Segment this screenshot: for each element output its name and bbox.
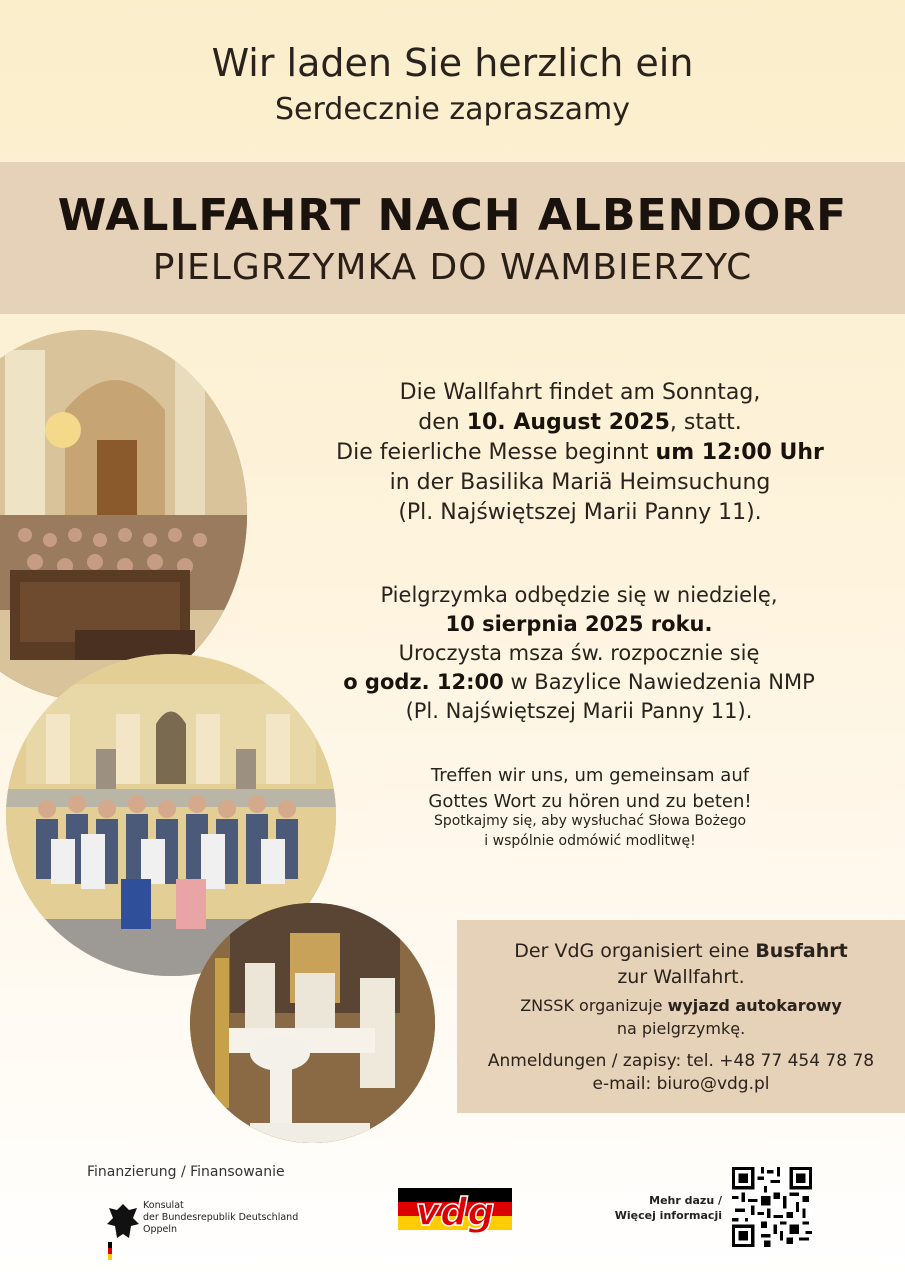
details-de-line4: in der Basilika Mariä Heimsuchung (389, 470, 771, 495)
qr-code-icon (732, 1167, 812, 1247)
basilica-interior-illustration (0, 330, 247, 700)
vdg-logo (398, 1182, 512, 1236)
details-pl-line3: Uroczysta msza św. rozpocznie się (398, 641, 760, 665)
event-details-de (300, 378, 860, 528)
bus-contact-email[interactable]: e-mail: biuro@vdg.pl (592, 1074, 770, 1094)
details-de-line2 (300, 408, 860, 438)
details-de-line3 (300, 438, 860, 468)
financing-label: Finanzierung / Finansowanie (87, 1164, 285, 1180)
more-info-pl: Więcej informacji (614, 1209, 722, 1222)
altar-mass-illustration (190, 903, 435, 1143)
details-de-time: um 12:00 Uhr (655, 440, 824, 465)
german-eagle-icon (103, 1198, 143, 1260)
details-pl-time: o godz. 12:00 (343, 670, 504, 694)
details-pl-line1: Pielgrzymka odbędzie się w niedzielę, (380, 583, 778, 607)
bus-de-line2: zur Wallfahrt. (617, 966, 745, 988)
vdg-logo-text: vdg (415, 1190, 495, 1234)
details-pl-line5: (Pl. Najświętszej Marii Panny 11). (405, 699, 753, 723)
details-pl-line2 (296, 610, 862, 639)
details-pl-date: 10 sierpnia 2025 roku. (445, 612, 713, 636)
meeting-pl-line1: Spotkajmy się, aby wysłuchać Słowa Bożego (433, 813, 747, 829)
bus-de-bold: Busfahrt (755, 940, 848, 962)
bus-de-pre: Der VdG organisiert eine (514, 940, 756, 962)
meeting-text-pl (380, 811, 800, 851)
bus-pl-bold: wyjazd autokarowy (667, 996, 842, 1015)
bus-pl-line2: na pielgrzymkę. (616, 1019, 746, 1038)
details-de-line3-pre: Die feierliche Messe beginnt (336, 440, 656, 465)
basilica-interior-photo (0, 330, 247, 700)
details-de-date: 10. August 2025 (466, 410, 670, 435)
details-de-line5: (Pl. Najświętszej Marii Panny 11). (398, 500, 762, 525)
bus-pl-line1 (457, 994, 905, 1017)
meeting-text-de (380, 763, 800, 815)
more-info-label (602, 1193, 722, 1223)
details-de-line1: Die Wallfahrt findet am Sonntag, (399, 380, 761, 405)
details-de-line2-post: , statt. (669, 410, 742, 435)
vdg-flag-logo-icon (398, 1182, 512, 1236)
title-pl: PIELGRZYMKA DO WAMBIERZYC (152, 247, 753, 288)
bus-contact-phone: Anmeldungen / zapisy: tel. +48 77 454 78 78 (487, 1051, 875, 1071)
event-details-pl (296, 581, 862, 726)
more-info-de: Mehr dazu / (649, 1194, 722, 1207)
bus-trip-box (457, 920, 905, 1113)
details-pl-line4-post: w Bazylice Nawiedzenia NMP (503, 670, 815, 694)
meeting-de-line2: Gottes Wort zu hören und zu beten! (428, 791, 752, 812)
consulate-line1: Konsulat (143, 1200, 184, 1211)
invite-heading-pl: Serdecznie zapraszamy (274, 92, 631, 127)
meeting-de-line1: Treffen wir uns, um gemeinsam auf (430, 765, 750, 786)
details-pl-line4 (296, 668, 862, 697)
qr-code[interactable] (732, 1167, 812, 1247)
bus-pl-pre: ZNSSK organizuje (520, 996, 668, 1015)
bus-de-line1 (457, 938, 905, 964)
invite-heading-de: Wir laden Sie herzlich ein (211, 41, 694, 85)
altar-mass-photo (190, 903, 435, 1143)
title-de: WALLFAHRT NACH ALBENDORF (57, 190, 848, 241)
consulate-text (143, 1200, 298, 1236)
consulate-line2: der Bundesrepublik Deutschland (143, 1212, 299, 1223)
details-de-line2-pre: den (418, 410, 467, 435)
meeting-pl-line2: i wspólnie odmówić modlitwę! (484, 833, 696, 849)
consulate-line3: Oppeln (143, 1224, 178, 1235)
